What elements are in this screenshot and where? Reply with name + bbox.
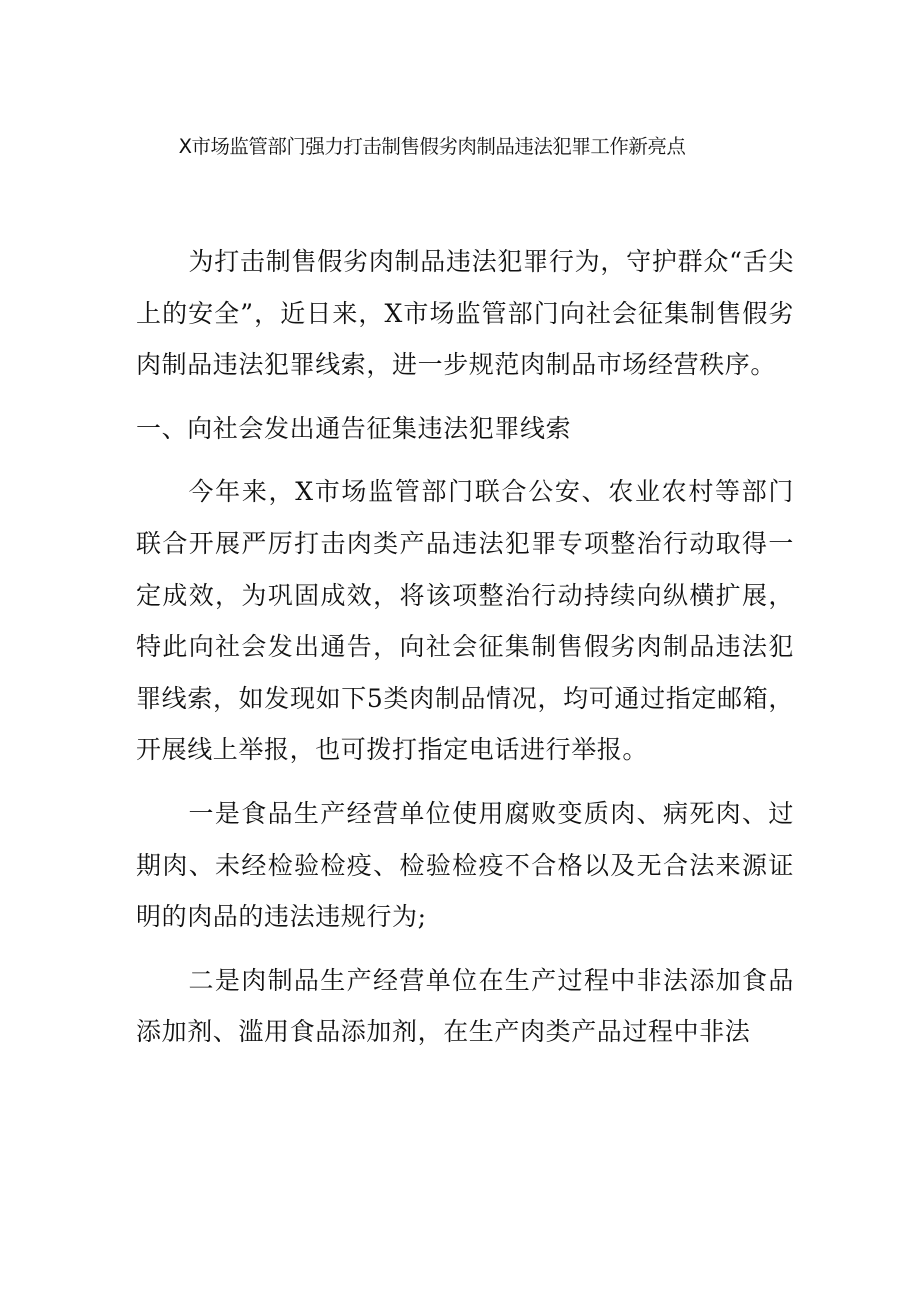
document-body <box>136 236 794 1058</box>
intro-paragraph: 为打击制售假劣肉制品违法犯罪行为，守护群众“舌尖上的安全”，近日来，X市场监管部门向社会征集制售假劣肉制品违法犯罪线索，进一步规范肉制品市场经营秩序。 <box>136 247 794 380</box>
document-title: X市场监管部门强力打击制售假劣肉制品违法犯罪工作新亮点 <box>178 135 686 158</box>
item-one-paragraph: 一是食品生产经营单位使用腐败变质肉、病死肉、过期肉、未经检验检疫、检验检疫不合格以及无合法来源证明的肉品的违法违规行为; <box>136 798 794 932</box>
section-heading: 一、向社会发出通告征集违法犯罪线索 <box>136 413 572 443</box>
section-body-paragraph: 今年来，X市场监管部门联合公安、农业农村等部门联合开展严厉打击肉类产品违法犯罪专项整治行动取得一定成效，为巩固成效，将该项整治行动持续向纵横扩展，特此向社会发出通告，向社会征集制售假劣肉制品违法犯罪线索，如发现如下5类肉制品情况，均可通过指定邮箱，开展线上举报，也可拨打指定电话进行举报。 <box>136 477 794 765</box>
item-two-paragraph: 二是肉制品生产经营单位在生产过程中非法添加食品添加剂、滥用食品添加剂，在生产肉类产品过程中非法 <box>136 965 794 1047</box>
